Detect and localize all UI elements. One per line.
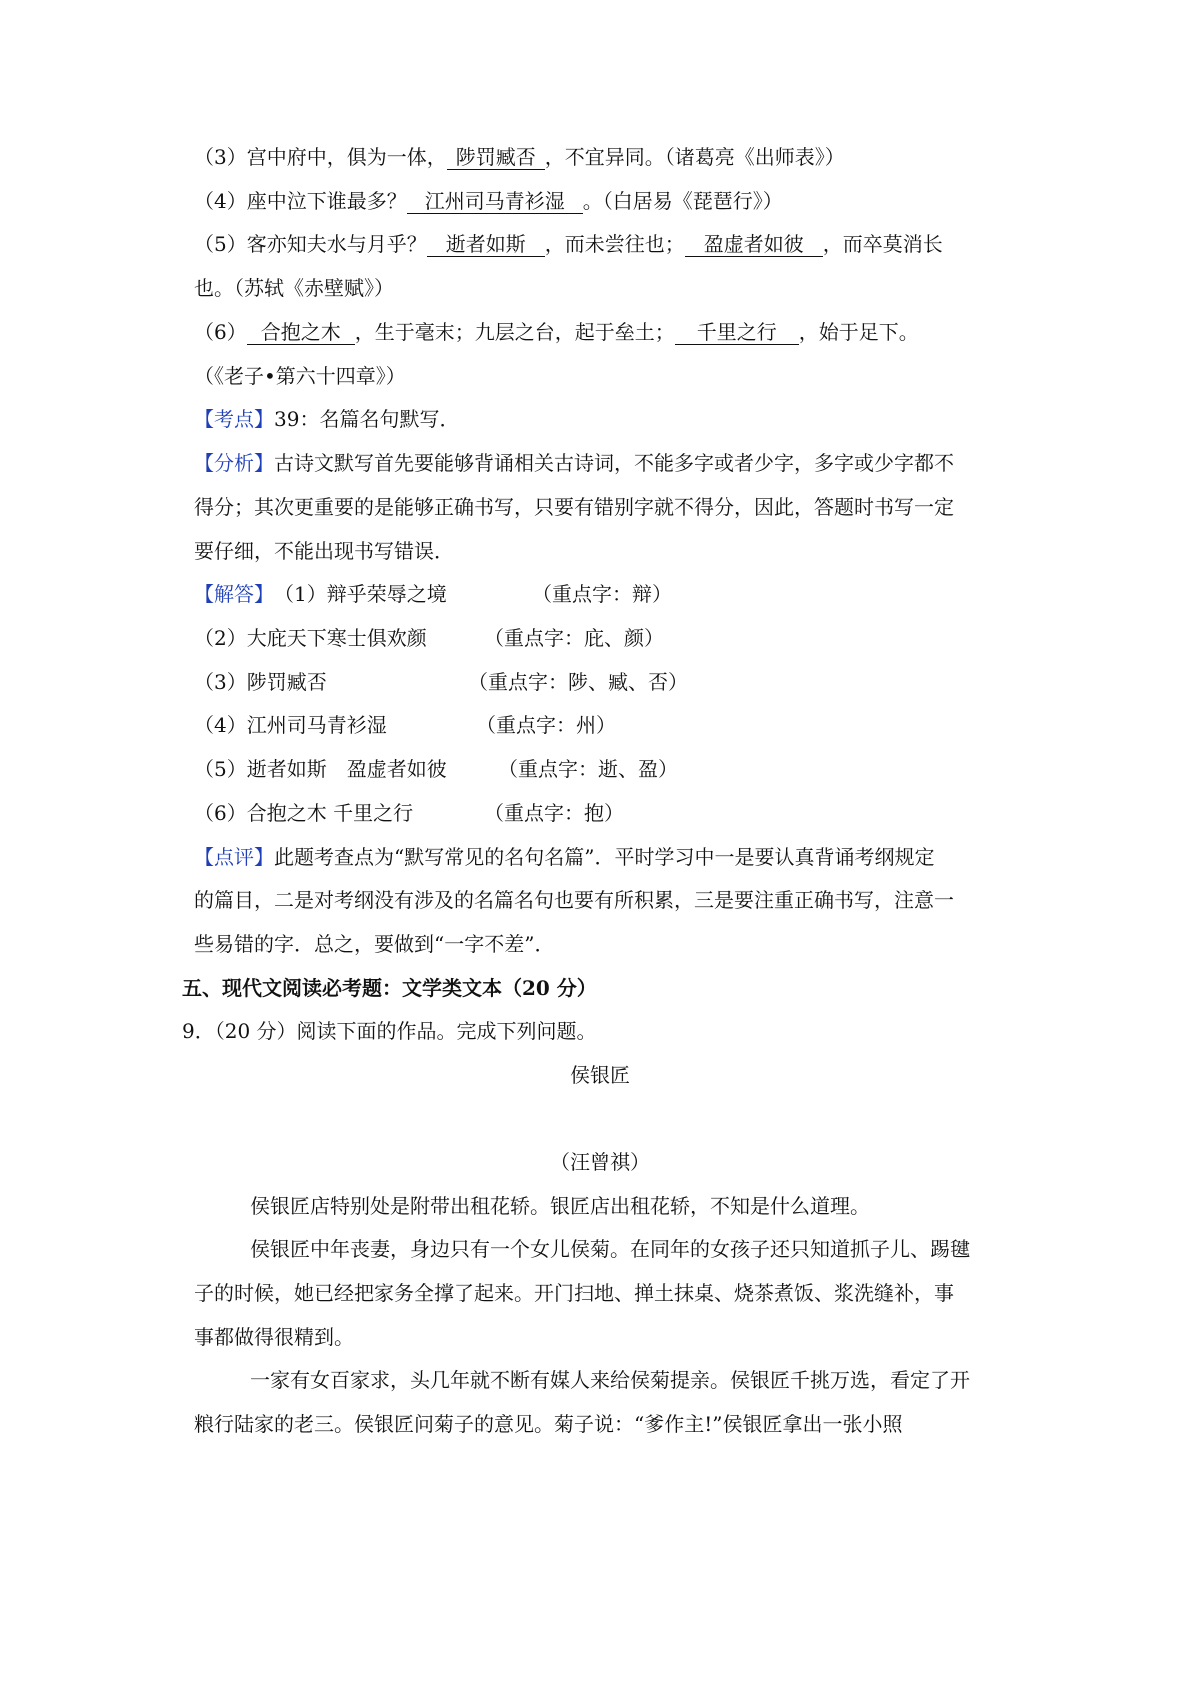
dianping-tag: 【点评】 bbox=[194, 845, 274, 869]
fill-question-6 bbox=[194, 318, 1024, 346]
kaodian-tag: 【考点】 bbox=[194, 407, 274, 431]
jieda-line-1 bbox=[194, 580, 1024, 608]
kaodian-line bbox=[194, 405, 1024, 433]
dianping-line-3: 些易错的字．总之，要做到“一字不差”． bbox=[194, 932, 555, 956]
jieda-line-6 bbox=[194, 799, 1024, 827]
passage-paragraph-3-line-2: 粮行陆家的老三。侯银匠问菊子的意见。菊子说：“爹作主!”侯银匠拿出一张小照 bbox=[194, 1412, 903, 1436]
q5-answer-blank-1: 逝者如斯 bbox=[427, 232, 545, 257]
fenxi-line-2: 得分；其次更重要的是能够正确书写，只要有错别字就不得分，因此，答题时书写一定 bbox=[194, 495, 954, 519]
q3-prefix: （3）宫中府中，俱为一体， bbox=[194, 145, 447, 169]
passage-author: （汪曾祺） bbox=[550, 1150, 650, 1174]
fill-question-5 bbox=[194, 230, 1024, 258]
jieda-answer-3: （3）陟罚臧否 bbox=[194, 670, 327, 694]
q6-mid: ，生于毫末；九层之台，起于垒土； bbox=[354, 320, 675, 344]
section-heading: 五、现代文阅读必考题：文学类文本（20 分） bbox=[182, 976, 597, 1000]
fill-question-4 bbox=[194, 187, 1024, 215]
q5-answer-blank-2: 盈虚者如彼 bbox=[685, 232, 823, 257]
q5-mid: ，而未尝往也； bbox=[544, 232, 685, 256]
fill-question-3 bbox=[194, 143, 1024, 171]
passage-paragraph-2-line-3: 事都做得很精到。 bbox=[194, 1325, 354, 1349]
fenxi-tag: 【分析】 bbox=[194, 451, 274, 475]
jieda-line-4 bbox=[194, 711, 1024, 739]
q6-answer-blank-1: 合抱之木 bbox=[247, 320, 355, 345]
passage-paragraph-1: 侯银匠店特别处是附带出租花轿。银匠店出租花轿，不知是什么道理。 bbox=[250, 1194, 870, 1218]
dianping-line-1 bbox=[194, 843, 1024, 871]
jieda-line-5 bbox=[194, 755, 1024, 783]
jieda-answer-1: （1）辩乎荣辱之境 bbox=[274, 582, 447, 606]
jieda-key-1: （重点字：辩） bbox=[532, 582, 672, 606]
fill-question-5-cont: 也。（苏轼《赤壁赋》） bbox=[194, 276, 394, 300]
jieda-tag: 【解答】 bbox=[194, 582, 274, 606]
q3-suffix: ，不宜异同。（诸葛亮《出师表》） bbox=[544, 145, 845, 169]
dianping-line-2: 的篇目，二是对考纲没有涉及的名篇名句也要有所积累，三是要注重正确书写，注意一 bbox=[194, 888, 954, 912]
jieda-key-5: （重点字：逝、盈） bbox=[498, 757, 678, 781]
passage-title: 侯银匠 bbox=[570, 1063, 630, 1087]
q4-prefix: （4）座中泣下谁最多？ bbox=[194, 189, 407, 213]
q3-answer-blank: 陟罚臧否 bbox=[447, 145, 545, 170]
jieda-key-6: （重点字：抱） bbox=[484, 801, 624, 825]
jieda-answer-4: （4）江州司马青衫湿 bbox=[194, 713, 387, 737]
fill-question-6-cont: （《老子•第六十四章》） bbox=[194, 364, 406, 388]
q4-suffix: 。（白居易《琵琶行》） bbox=[582, 189, 783, 213]
passage-paragraph-3-line-1: 一家有女百家求，头几年就不断有媒人来给侯菊提亲。侯银匠千挑万选，看定了开 bbox=[250, 1368, 970, 1392]
kaodian-text: 39：名篇名句默写． bbox=[274, 407, 460, 431]
jieda-key-4: （重点字：州） bbox=[476, 713, 616, 737]
jieda-answer-6: （6）合抱之木 千里之行 bbox=[194, 801, 414, 825]
question-9-prompt: 9．（20 分）阅读下面的作品。完成下列问题。 bbox=[182, 1019, 597, 1043]
passage-paragraph-2-line-1: 侯银匠中年丧妻，身边只有一个女儿侯菊。在同年的女孩子还只知道抓子儿、踢毽 bbox=[250, 1237, 970, 1261]
dianping-text-1: 此题考查点为“默写常见的名句名篇”．平时学习中一是要认真背诵考纲规定 bbox=[274, 845, 935, 869]
fenxi-line-1 bbox=[194, 449, 1024, 477]
q6-suffix: ，始于足下。 bbox=[798, 320, 919, 344]
q4-answer-blank: 江州司马青衫湿 bbox=[407, 189, 583, 214]
fenxi-line-3: 要仔细，不能出现书写错误． bbox=[194, 539, 454, 563]
jieda-key-3: （重点字：陟、臧、否） bbox=[468, 670, 688, 694]
jieda-line-3 bbox=[194, 668, 1024, 696]
q5-suffix: ，而卒莫消长 bbox=[822, 232, 943, 256]
q6-prefix: （6） bbox=[194, 320, 247, 344]
fenxi-text-1: 古诗文默写首先要能够背诵相关古诗词，不能多字或者少字，多字或少字都不 bbox=[274, 451, 954, 475]
jieda-line-2 bbox=[194, 624, 1024, 652]
q6-answer-blank-2: 千里之行 bbox=[675, 320, 799, 345]
passage-paragraph-2-line-2: 子的时候，她已经把家务全撑了起来。开门扫地、掸土抹桌、烧茶煮饭、浆洗缝补，事 bbox=[194, 1281, 954, 1305]
jieda-key-2: （重点字：庇、颜） bbox=[484, 626, 664, 650]
q5-prefix: （5）客亦知夫水与月乎？ bbox=[194, 232, 427, 256]
jieda-answer-5: （5）逝者如斯 盈虚者如彼 bbox=[194, 757, 447, 781]
jieda-answer-2: （2）大庇天下寒士俱欢颜 bbox=[194, 626, 427, 650]
